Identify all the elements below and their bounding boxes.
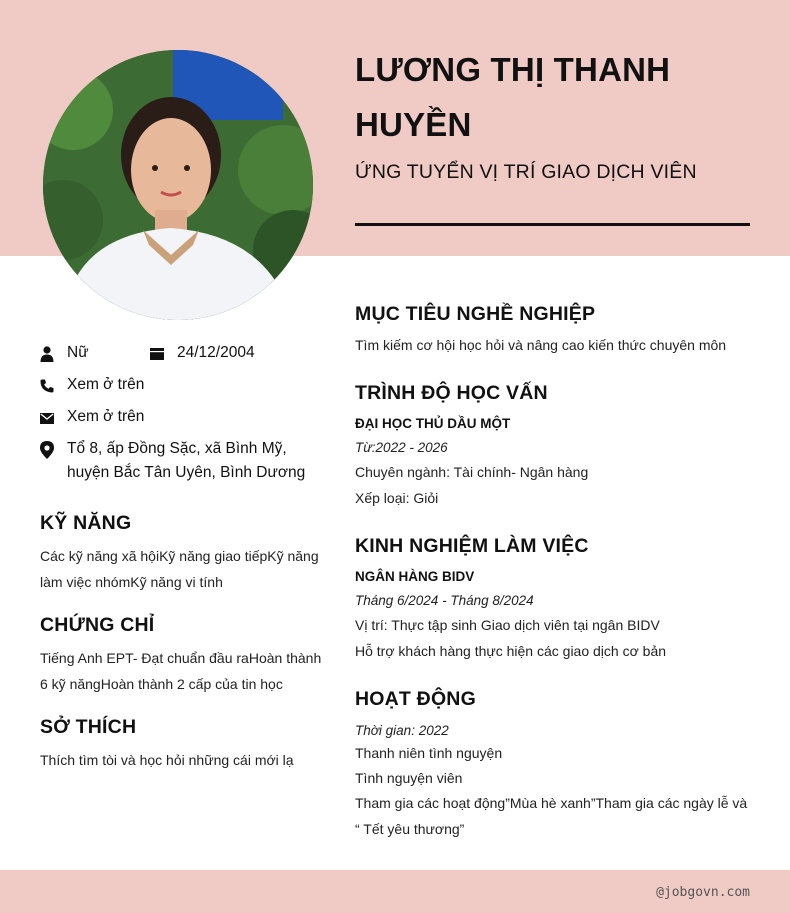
gender-row [40,344,89,365]
phone-icon [40,378,54,394]
experience-role: Vị trí: Thực tập sinh Giao dịch viên tại ngân BIDV [355,617,660,633]
objective-title: MỤC TIÊU NGHỀ NGHIỆP [355,303,596,325]
mail-icon [40,410,54,426]
experience-company: NGÂN HÀNG BIDV [355,569,475,584]
activities-line-2: Tình nguyện viên [355,770,463,786]
location-pin-icon [40,442,54,458]
activities-time: Thời gian: 2022 [355,723,449,738]
candidate-name: LƯƠNG THỊ THANH HUYỀN [355,51,671,143]
experience-duty: Hỗ trợ khách hàng thực hiện các giao dịch cơ bản [355,643,667,659]
activities-line-1: Thanh niên tình nguyện [355,745,503,761]
experience-period: Tháng 6/2024 - Tháng 8/2024 [355,593,534,608]
activities-line-3: Tham gia các hoạt động”Mùa hè xanh”Tham gia các ngày lễ và “ Tết yêu thương” [355,795,748,837]
address-value: Tổ 8, ấp Đồng Sặc, xã Bình Mỹ, huyện Bắc Tân Uyên, Bình Dương [67,440,306,481]
email-value: Xem ở trên [67,408,145,425]
hobbies-title: SỞ THÍCH [40,716,137,738]
email-row [40,408,144,429]
education-school: ĐẠI HỌC THỦ DẦU MỘT [355,416,511,431]
skills-text: Các kỹ năng xã hộiKỹ năng giao tiếpKỹ năng làm việc nhómKỹ năng vi tính [40,548,319,590]
education-title: TRÌNH ĐỘ HỌC VẤN [355,382,548,404]
person-icon [40,346,54,362]
birthday-row [150,344,255,365]
certificates-text: Tiếng Anh EPT- Đạt chuẩn đầu raHoàn thành 6 kỹ năngHoàn thành 2 cấp của tin học [40,650,322,692]
phone-value: Xem ở trên [67,376,145,393]
experience-title: KINH NGHIỆM LÀM VIỆC [355,535,589,557]
skills-title: KỸ NĂNG [40,512,132,534]
calendar-icon [150,346,164,362]
education-major: Chuyên ngành: Tài chính- Ngân hàng [355,464,589,480]
footer-brand: @jobgovn.com [656,885,750,900]
objective-text: Tìm kiếm cơ hội học hỏi và nâng cao kiến thức chuyên môn [355,337,727,353]
applied-position: ỨNG TUYỂN VỊ TRÍ GIAO DỊCH VIÊN [355,161,697,183]
avatar [43,50,313,320]
birthday-value: 24/12/2004 [177,344,255,361]
phone-row [40,376,144,397]
certificates-title: CHỨNG CHỈ [40,614,155,636]
hobbies-text: Thích tìm tòi và học hỏi những cái mới lạ [40,752,294,768]
gender-value: Nữ [67,344,89,361]
activities-title: HOẠT ĐỘNG [355,688,476,710]
header-divider [355,223,750,226]
education-grade: Xếp loại: Giỏi [355,490,439,506]
address-row [40,440,315,485]
education-period: Từ:2022 - 2026 [355,440,448,455]
